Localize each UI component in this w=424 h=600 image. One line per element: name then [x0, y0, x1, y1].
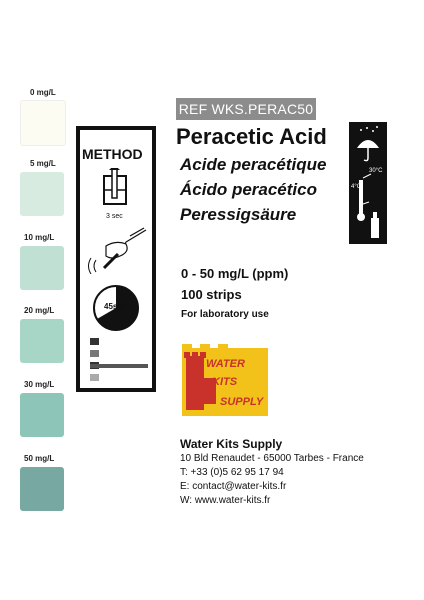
method-title: METHOD — [82, 146, 143, 162]
temp-low: 4°C — [351, 184, 362, 190]
storage-pictogram — [349, 122, 387, 244]
swatch-10 — [20, 246, 64, 290]
keep-dry-icon — [349, 122, 387, 244]
swatch-50 — [20, 467, 64, 511]
title-fr: Acide peracétique — [180, 155, 327, 174]
hand-shake-icon — [86, 226, 148, 274]
swatch-label-10: 10 mg/L — [24, 233, 55, 242]
product-title: Peracetic Acid — [176, 124, 327, 149]
ref-badge: REF WKS.PERAC50 — [176, 98, 316, 120]
strip-count: 100 strips — [181, 287, 242, 302]
wait-time-label: 45sec — [104, 302, 127, 311]
logo-line-1: WATER — [206, 358, 245, 370]
swatch-30 — [20, 393, 64, 437]
title-de: Peressigsäure — [180, 205, 297, 224]
company-email[interactable]: E: contact@water-kits.fr — [180, 481, 287, 492]
swatch-label-0: 0 mg/L — [30, 88, 56, 97]
temp-high: 30°C — [369, 168, 383, 174]
swatch-label-20: 20 mg/L — [24, 306, 55, 315]
usage-note: For laboratory use — [181, 309, 269, 320]
company-name: Water Kits Supply — [180, 437, 283, 451]
company-website[interactable]: W: www.water-kits.fr — [180, 495, 271, 506]
measurement-range: 0 - 50 mg/L (ppm) — [181, 266, 289, 281]
dip-time-label: 3 sec — [106, 213, 123, 220]
beaker-dip-icon — [98, 168, 134, 214]
logo-line-2: KITS — [212, 376, 238, 388]
swatch-label-5: 5 mg/L — [30, 159, 56, 168]
swatch-label-30: 30 mg/L — [24, 380, 55, 389]
swatch-label-50: 50 mg/L — [24, 454, 55, 463]
logo-line-3: SUPPLY — [220, 396, 264, 408]
company-address: 10 Bld Renaudet - 65000 Tarbes - France — [180, 453, 364, 464]
title-es: Ácido peracético — [180, 180, 317, 199]
company-phone: T: +33 (0)5 62 95 17 94 — [180, 467, 284, 478]
swatch-5 — [20, 172, 64, 216]
swatch-20 — [20, 319, 64, 363]
swatch-0 — [20, 100, 66, 146]
company-logo — [182, 344, 268, 416]
strip-compare-icon — [90, 338, 150, 386]
